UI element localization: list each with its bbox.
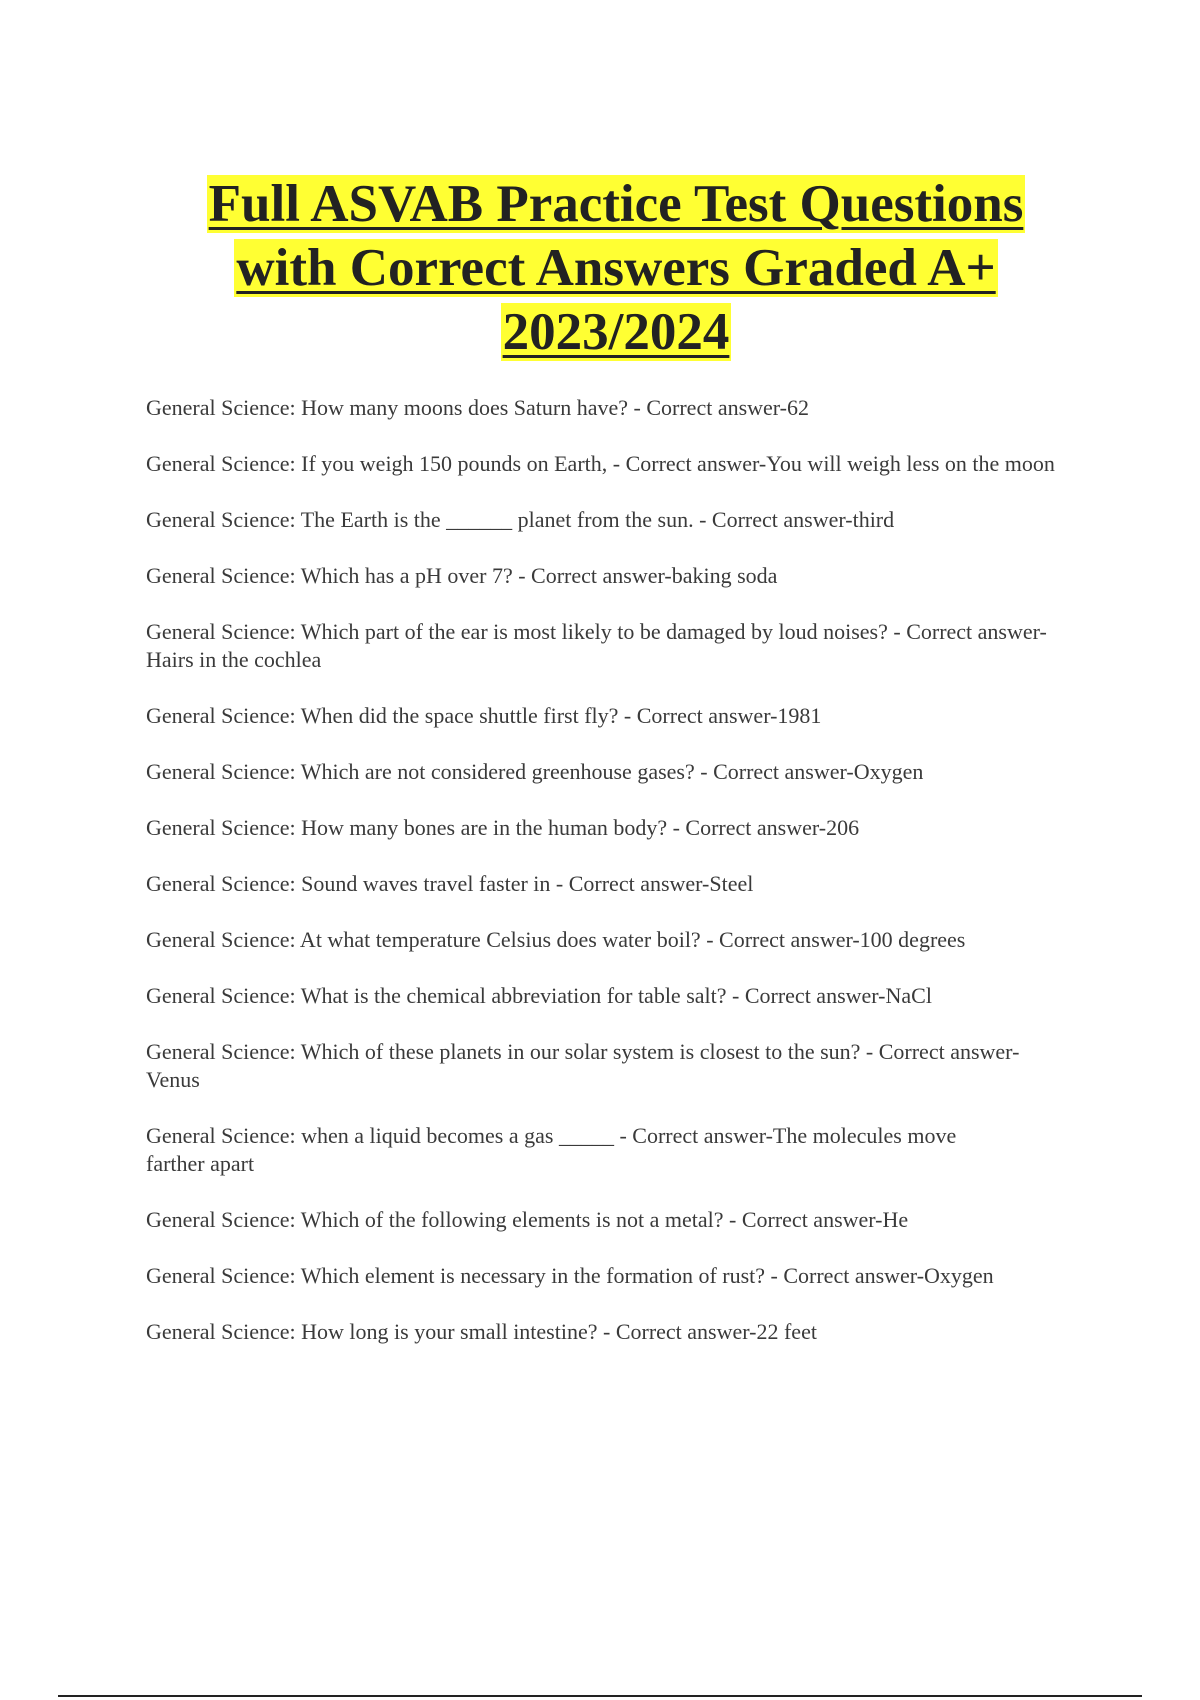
question-item: General Science: When did the space shuttle first fly? - Correct answer-1981 [146, 703, 822, 728]
question-item: General Science: How many moons does Saturn have? - Correct answer-62 [146, 395, 810, 420]
question-item: General Science: Which of the following elements is not a metal? - Correct answer-He [146, 1207, 909, 1232]
title-line-1: Full ASVAB Practice Test Questions [208, 175, 1024, 233]
question-item: General Science: Which element is necessary in the formation of rust? - Correct answer-Oxygen [146, 1263, 994, 1288]
question-item: General Science: Which of these planets in our solar system is closest to the sun? - Correct answer-Venus [146, 1039, 1020, 1092]
question-item: General Science: Which part of the ear is most likely to be damaged by loud noises? - Correct answer-Hairs in the cochlea [146, 619, 1047, 672]
footer-divider [58, 1695, 1142, 1697]
title-text [120, 172, 1112, 364]
question-item: General Science: What is the chemical abbreviation for table salt? - Correct answer-NaCl [146, 983, 932, 1008]
question-item: General Science: Which has a pH over 7? - Correct answer-baking soda [146, 563, 778, 588]
question-item: General Science: The Earth is the ______ planet from the sun. - Correct answer-third [146, 507, 895, 532]
question-item: General Science: How long is your small intestine? - Correct answer-22 feet [146, 1319, 817, 1344]
title-line-2: with Correct Answers Graded A+ [236, 239, 996, 297]
question-item: General Science: Sound waves travel faster in - Correct answer-Steel [146, 871, 754, 896]
question-item: General Science: If you weigh 150 pounds on Earth, - Correct answer-You will weigh less on the moon [146, 451, 1055, 476]
question-list [146, 394, 1066, 1374]
title-line-3: 2023/2024 [502, 303, 730, 361]
question-item: General Science: when a liquid becomes a gas _____ - Correct answer-The molecules move farther apart [146, 1123, 957, 1176]
question-item: General Science: At what temperature Celsius does water boil? - Correct answer-100 degrees [146, 927, 966, 952]
question-item: General Science: How many bones are in the human body? - Correct answer-206 [146, 815, 860, 840]
question-item: General Science: Which are not considered greenhouse gases? - Correct answer-Oxygen [146, 759, 924, 784]
document-title [120, 172, 1112, 364]
